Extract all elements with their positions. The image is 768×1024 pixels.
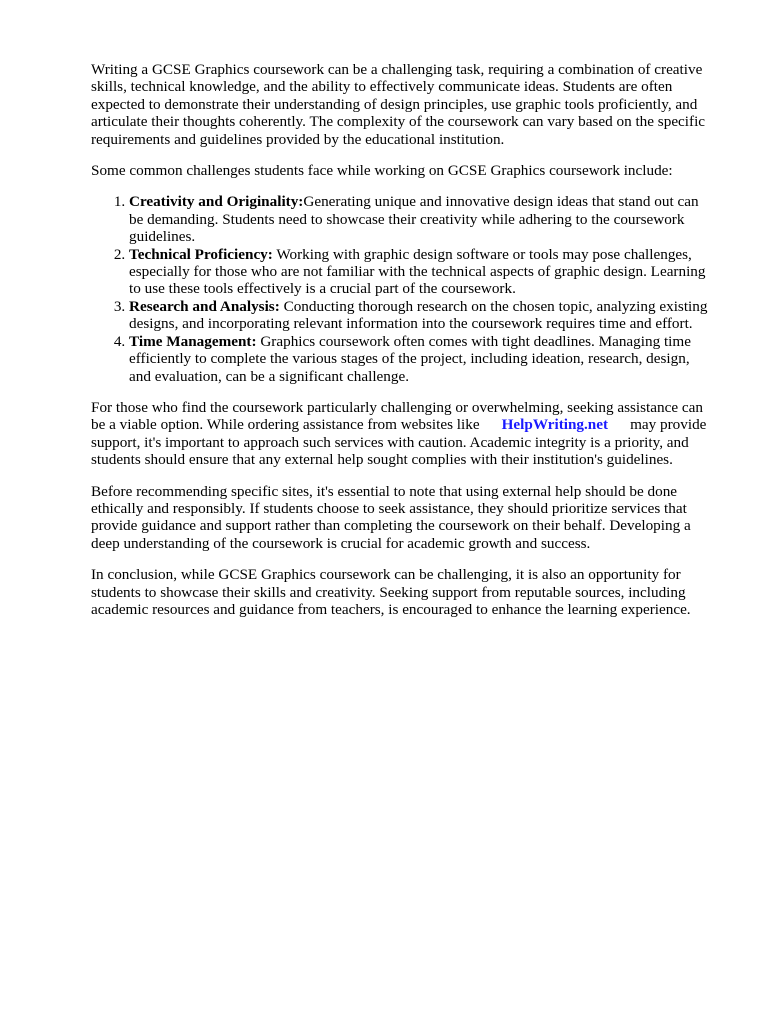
challenges-lead: Some common challenges students face while working on GCSE Graphics coursework include: (91, 162, 673, 180)
helpwriting-link[interactable]: HelpWriting.net (501, 416, 609, 434)
list-item-term: Creativity and Originality: (129, 193, 304, 211)
list-item (129, 193, 708, 245)
list-item-text: Generating unique and innovative design ideas that stand out can be demanding. Students need to showcase their creativity while adhering to the coursework guidelines. (129, 193, 699, 246)
assistance-text-after: may provide support, it's important to approach such services with caution. Academic integrity is a priority, and students should ensure that any external help sought complies with their institution's guidelines. (91, 416, 707, 469)
conclusion-paragraph: In conclusion, while GCSE Graphics coursework can be challenging, it is also an opportunity for students to showcase their skills and creativity. Seeking support from reputable sources, including academic resources and guidance from teachers, is encouraged to enhance the learning experience. (91, 566, 691, 618)
list-item-text: Conducting thorough research on the chosen topic, analyzing existing designs, and incorporating relevant information into the coursework requires time and effort. (129, 297, 708, 333)
assistance-paragraph (91, 399, 708, 469)
list-item-term: Time Management: (129, 332, 257, 350)
list-item-term: Research and Analysis: (129, 297, 280, 315)
assistance-text-before: For those who find the coursework particularly challenging or overwhelming, seeking assistance can be a viable option. While ordering assistance from websites like (91, 398, 703, 434)
list-item-text: Working with graphic design software or tools may pose challenges, especially for those who are not familiar with the technical aspects of graphic design. Learning to use these tools effectively is a crucial part of the coursework. (129, 245, 706, 298)
intro-paragraph: Writing a GCSE Graphics coursework can be a challenging task, requiring a combination of creative skills, technical knowledge, and the ability to effectively communicate ideas. Students are often expected to demonstrate their understanding of design principles, use graphic tools proficiently, and articulate their thoughts coherently. The complexity of the coursework can vary based on the specific requirements and guidelines provided by the educational institution. (91, 61, 706, 148)
list-item (129, 246, 708, 298)
list-item (129, 298, 708, 333)
list-item-text: Graphics coursework often comes with tight deadlines. Managing time efficiently to complete the various stages of the project, including ideation, research, design, and evaluation, can be a significant challenge. (129, 332, 691, 385)
ethics-paragraph: Before recommending specific sites, it's essential to note that using external help should be done ethically and responsibly. If students choose to seek assistance, they should prioritize services that provide guidance and support rather than completing the coursework on their behalf. Developing a deep understanding of the coursework is crucial for academic growth and success. (91, 482, 691, 552)
list-item (129, 333, 708, 385)
challenges-list (91, 193, 708, 384)
list-item-term: Technical Proficiency: (129, 245, 273, 263)
